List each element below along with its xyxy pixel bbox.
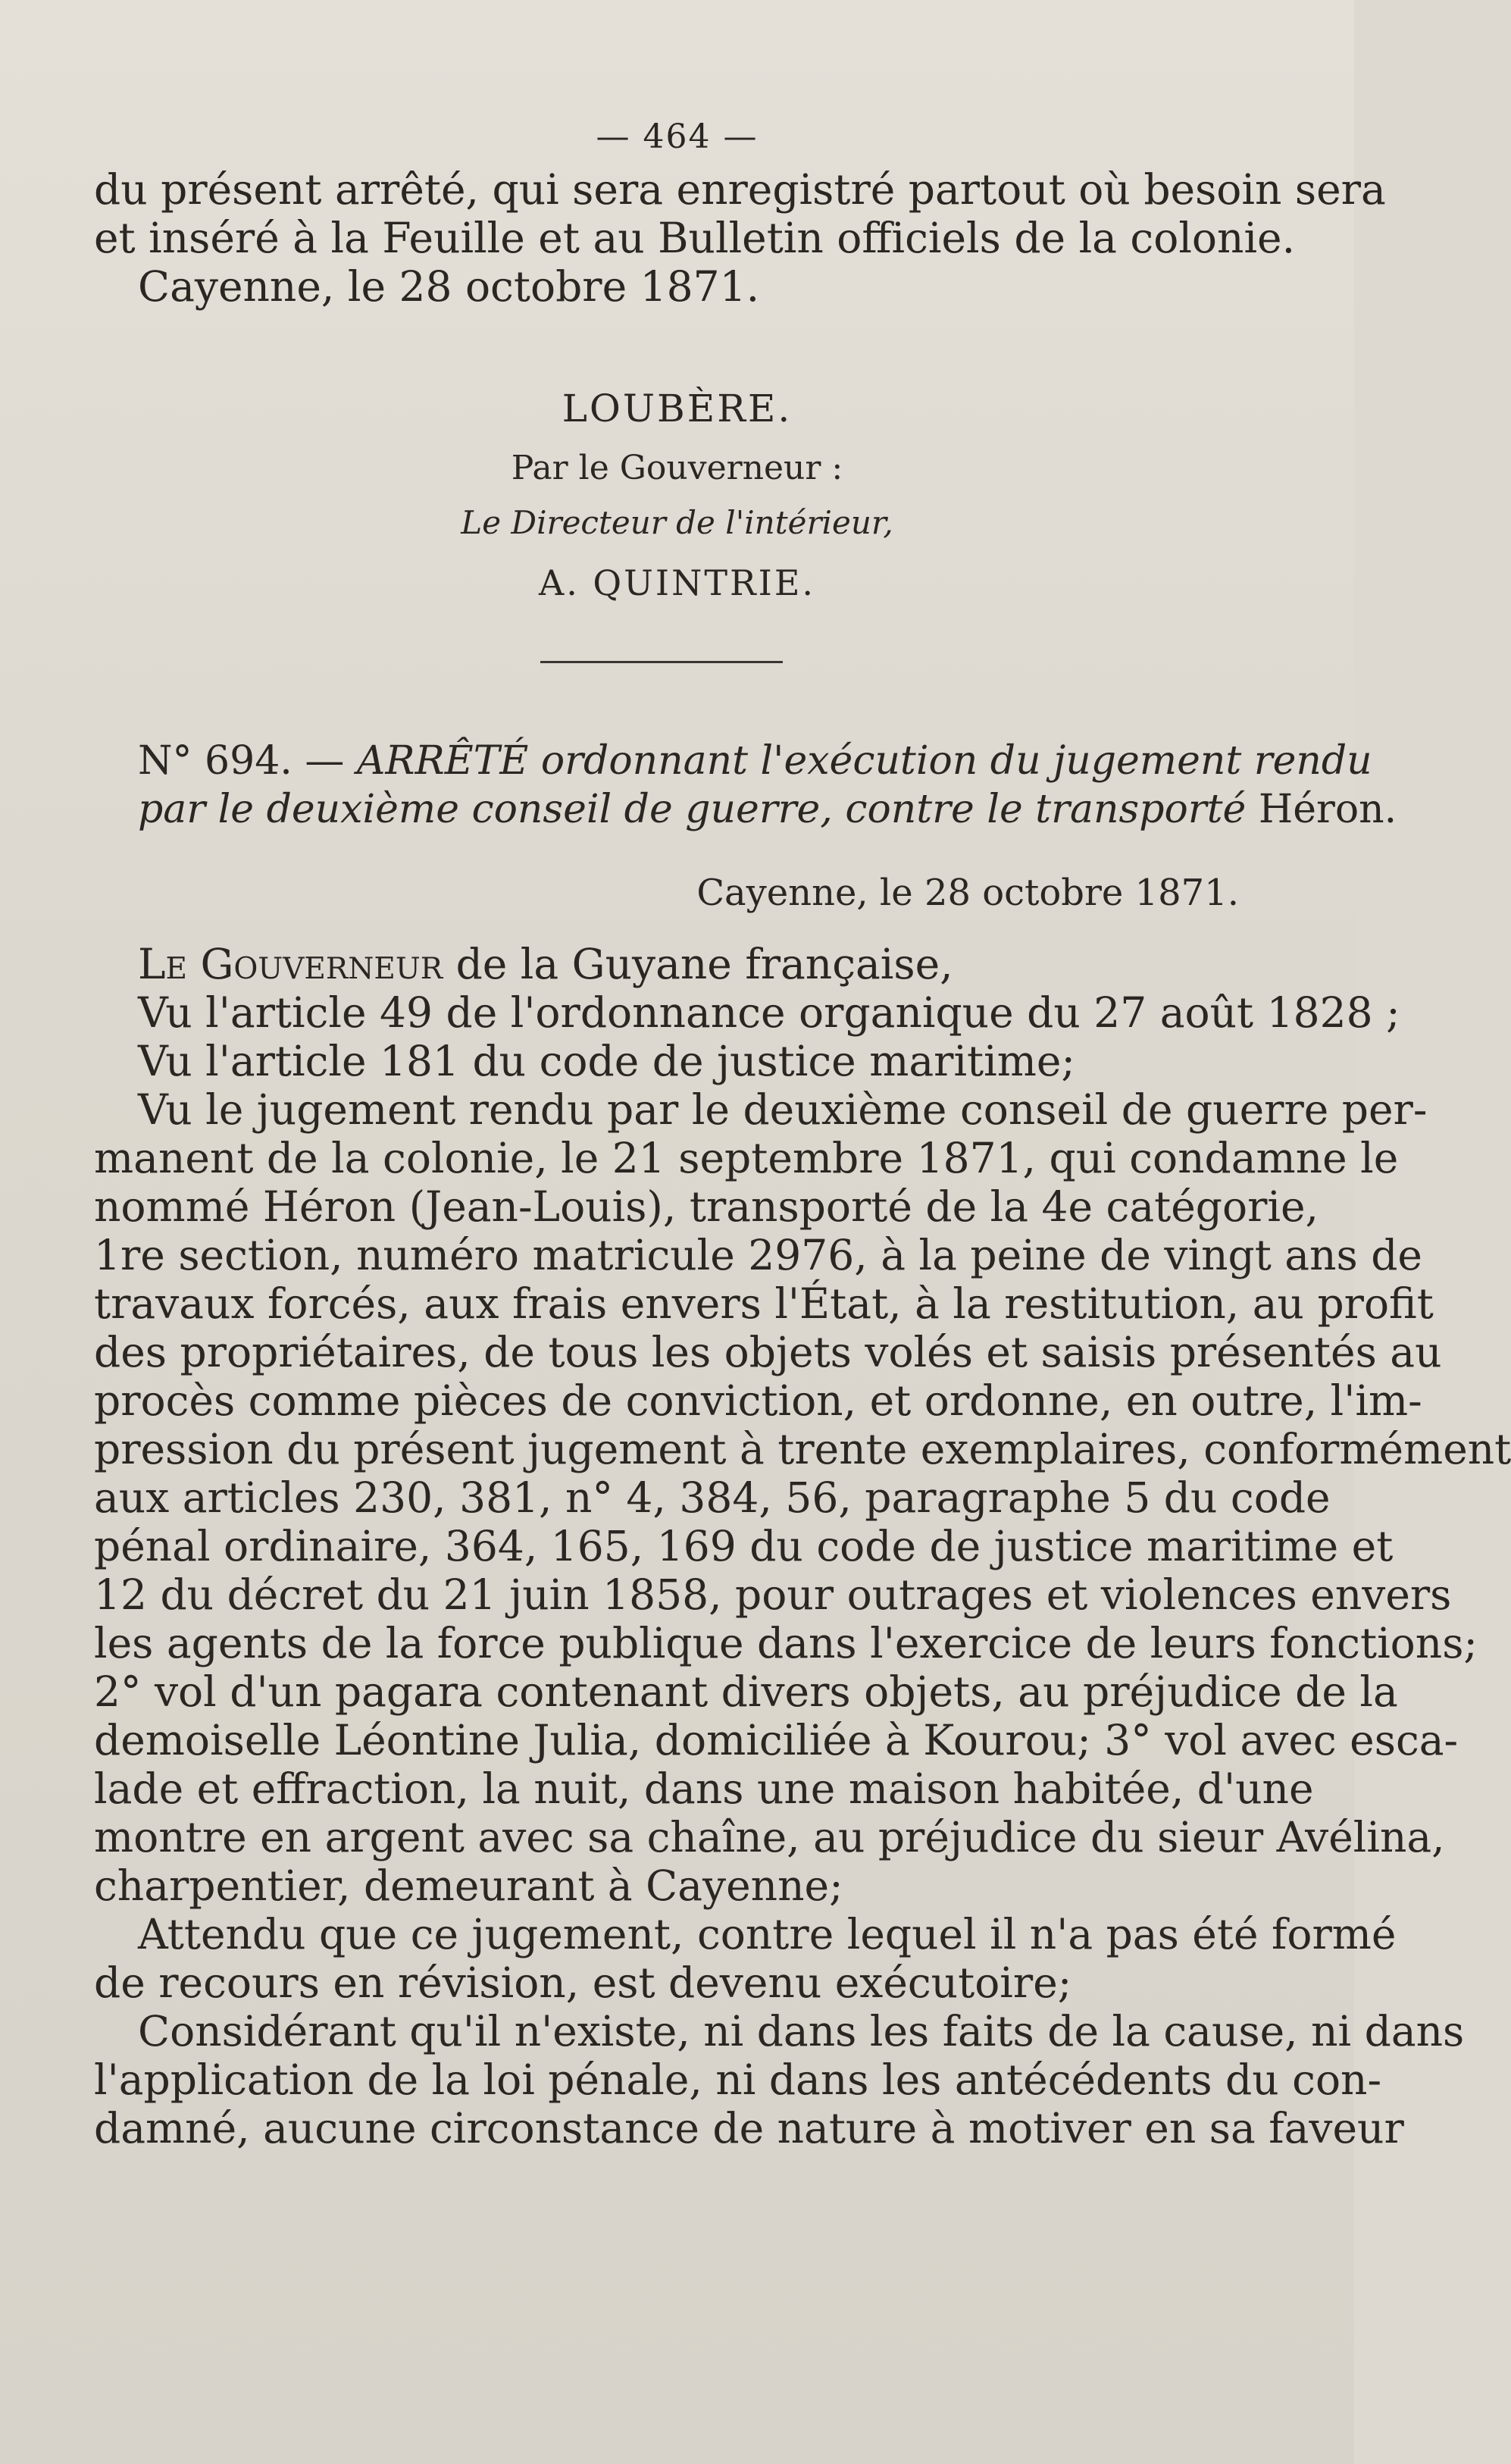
body-line: l'application de la loi pénale, ni dans les antécédents du con- (94, 2055, 1382, 2104)
separator-rule (540, 661, 783, 663)
body-line: Vu l'article 49 de l'ordonnance organique du 27 août 1828 ; (138, 988, 1400, 1037)
intro-paragraph (94, 165, 1386, 311)
intro-date: Cayenne, le 28 octobre 1871. (138, 262, 760, 311)
body-line: les agents de la force publique dans l'exercice de leurs fonctions; (94, 1619, 1478, 1667)
body-line: pression du présent jugement à trente exemplaires, conformément (94, 1425, 1511, 1473)
decree-title-line-1 (94, 737, 1372, 785)
decree-title (94, 737, 1397, 834)
signature-name: LOUBÈRE. (562, 387, 793, 430)
body-line: aux articles 230, 381, n° 4, 384, 56, paragraphe 5 du code (94, 1473, 1331, 1522)
body-line: nommé Héron (Jean-Louis), transporté de la 4e catégorie, (94, 1182, 1319, 1231)
body-line: lade et effraction, la nuit, dans une maison habitée, d'une (94, 1764, 1314, 1813)
body-line: charpentier, demeurant à Cayenne; (94, 1861, 843, 1910)
body-line: Vu le jugement rendu par le deuxième conseil de guerre per- (138, 1085, 1428, 1134)
governor-rest: de la Guyane française, (455, 940, 953, 988)
decree-body (94, 940, 1511, 2152)
body-line: manent de la colonie, le 21 septembre 1871, qui condamne le (94, 1134, 1399, 1182)
body-line: Considérant qu'il n'existe, ni dans les faits de la cause, ni dans (138, 2007, 1465, 2055)
body-line: des propriétaires, de tous les objets volés et saisis présentés au (94, 1328, 1442, 1376)
decree-title-italic-1: ARRÊTÉ ordonnant l'exécution du jugement rendu (356, 738, 1372, 784)
body-line: 1re section, numéro matricule 2976, à la peine de vingt ans de (94, 1231, 1422, 1279)
body-line: procès comme pièces de conviction, et ordonne, en outre, l'im- (94, 1376, 1422, 1425)
body-line: montre en argent avec sa chaîne, au préjudice du sieur Avélina, (94, 1813, 1445, 1861)
governor-title: Le Gouverneur (138, 940, 443, 988)
body-line: demoiselle Léontine Julia, domiciliée à Kourou; 3° vol avec esca- (94, 1716, 1459, 1764)
body-line: pénal ordinaire, 364, 165, 169 du code de justice maritime et (94, 1522, 1394, 1570)
body-line: Attendu que ce jugement, contre lequel il n'a pas été formé (138, 1910, 1397, 1958)
decree-title-line-2 (94, 785, 1397, 834)
body-line: 2° vol d'un pagara contenant divers objets, au préjudice de la (94, 1667, 1398, 1716)
decree-date: Cayenne, le 28 octobre 1871. (696, 872, 1239, 914)
body-line: travaux forcés, aux frais envers l'État, à la restitution, au profit (94, 1279, 1434, 1328)
intro-line: et inséré à la Feuille et au Bulletin officiels de la colonie. (94, 214, 1296, 262)
signature-par: Par le Gouverneur : (511, 449, 843, 487)
body-line: de recours en révision, est devenu exécutoire; (94, 1958, 1072, 2007)
signature-person: A. QUINTRIE. (538, 562, 816, 603)
page-number: — 464 — (596, 117, 759, 156)
decree-title-italic-2: par le deuxième conseil de guerre, contre le transporté (138, 787, 1247, 832)
signature-director: Le Directeur de l'intérieur, (461, 504, 893, 541)
body-lines (94, 988, 1511, 2152)
body-line: damné, aucune circonstance de nature à motiver en sa faveur (94, 2104, 1404, 2152)
decree-title-name: Héron. (1258, 787, 1397, 832)
governor-line (94, 940, 1243, 988)
body-line: Vu l'article 181 du code de justice maritime; (138, 1037, 1075, 1085)
decree-number: N° 694. — (138, 738, 345, 784)
body-line: 12 du décret du 21 juin 1858, pour outrages et violences envers (94, 1570, 1452, 1619)
intro-line: du présent arrêté, qui sera enregistré partout où besoin sera (94, 165, 1386, 214)
